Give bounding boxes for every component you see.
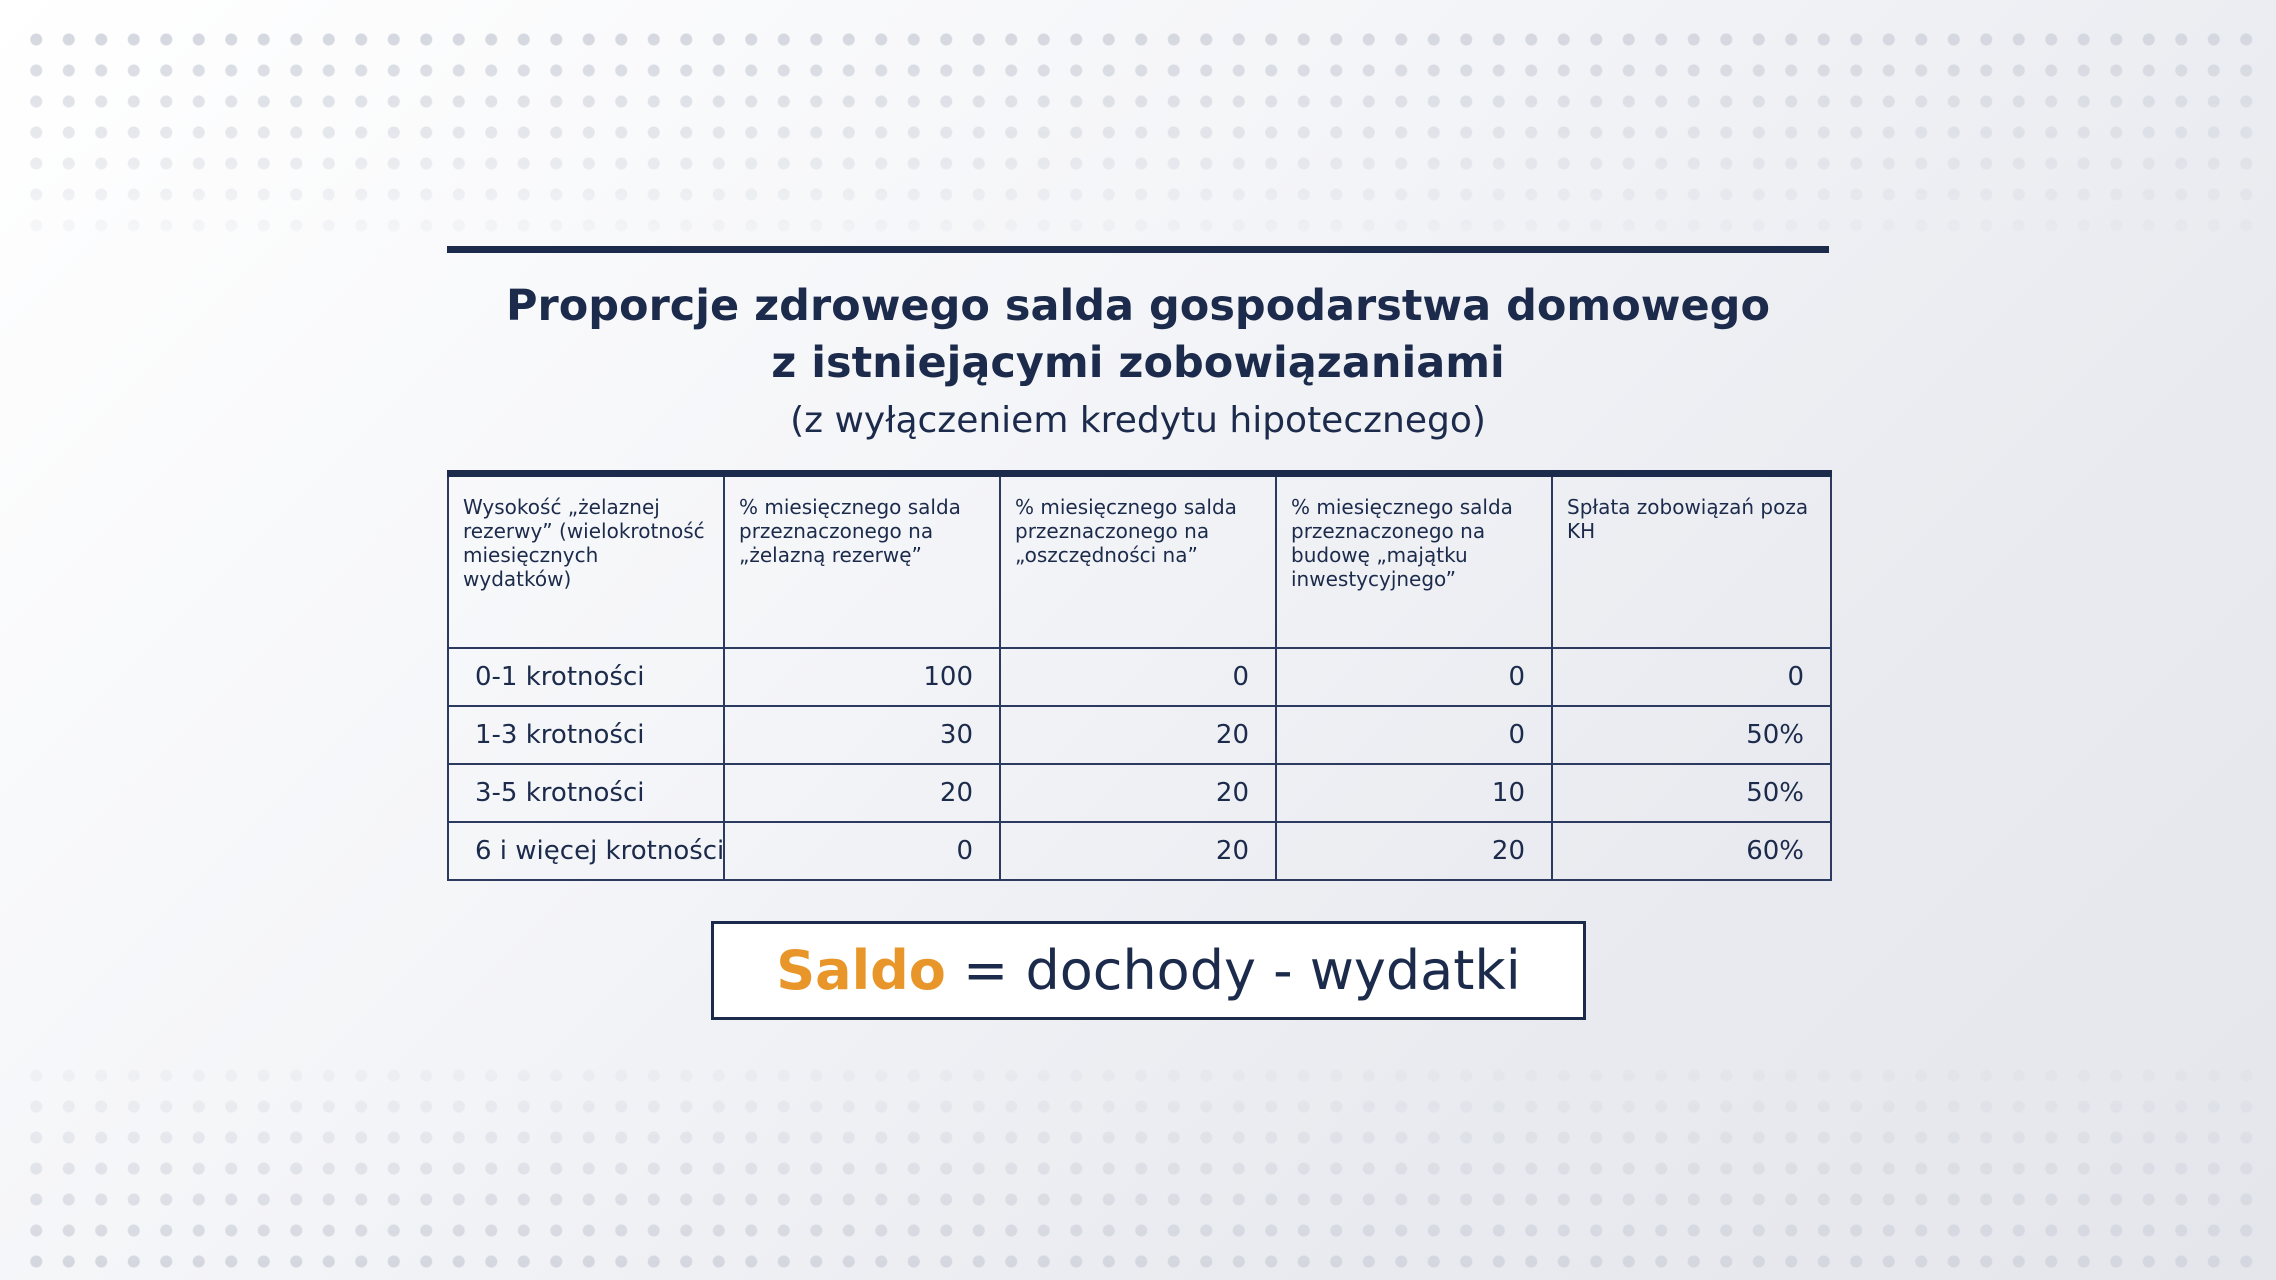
row-label: 0-1 krotności <box>448 648 724 706</box>
header-investment-percent: % miesięcznego salda przeznaczonego na budowę „majątku inwestycyjnego” <box>1276 474 1552 649</box>
table-cell: 20 <box>1276 822 1552 880</box>
table-cell: 20 <box>724 764 1000 822</box>
table-cell: 0 <box>1552 648 1831 706</box>
formula-highlight: Saldo <box>776 939 946 1002</box>
table-row <box>448 648 1831 706</box>
saldo-formula-box <box>711 921 1586 1020</box>
page-title-line-1: Proporcje zdrowego salda gospodarstwa domowego <box>506 281 1770 331</box>
table-cell: 100 <box>724 648 1000 706</box>
header-debt-repayment: Spłata zobowiązań poza KH <box>1552 474 1831 649</box>
dot-pattern-bottom <box>20 1060 2256 1270</box>
table-cell: 20 <box>1000 764 1276 822</box>
table-cell: 30 <box>724 706 1000 764</box>
table-cell: 0 <box>724 822 1000 880</box>
dot-pattern-top <box>20 24 2256 232</box>
table-header-row <box>448 474 1831 649</box>
table-row <box>448 764 1831 822</box>
row-label: 3-5 krotności <box>448 764 724 822</box>
table-cell: 20 <box>1000 822 1276 880</box>
table-cell: 60% <box>1552 822 1831 880</box>
title-rule <box>447 246 1829 253</box>
table-row <box>448 822 1831 880</box>
page-title-line-2: z istniejącymi zobowiązaniami <box>771 338 1505 388</box>
table-cell: 0 <box>1000 648 1276 706</box>
table-cell: 0 <box>1276 706 1552 764</box>
table-cell: 10 <box>1276 764 1552 822</box>
table-cell: 0 <box>1276 648 1552 706</box>
row-label: 1-3 krotności <box>448 706 724 764</box>
row-label: 6 i więcej krotności <box>448 822 724 880</box>
table-cell: 20 <box>1000 706 1276 764</box>
table-row <box>448 706 1831 764</box>
header-savings-percent: % miesięcznego salda przeznaczonego na „oszczędności na” <box>1000 474 1276 649</box>
table-cell: 50% <box>1552 706 1831 764</box>
table-cell: 50% <box>1552 764 1831 822</box>
page-subtitle: (z wyłączeniem kredytu hipotecznego) <box>790 400 1486 441</box>
formula-rest: = dochody - wydatki <box>945 939 1521 1002</box>
header-reserve-percent: % miesięcznego salda przeznaczonego na „żelazną rezerwę” <box>724 474 1000 649</box>
header-reserve-level: Wysokość „żelaznej rezerwy” (wielokrotność miesięcznych wydatków) <box>448 474 724 649</box>
proportions-table <box>447 470 1832 881</box>
